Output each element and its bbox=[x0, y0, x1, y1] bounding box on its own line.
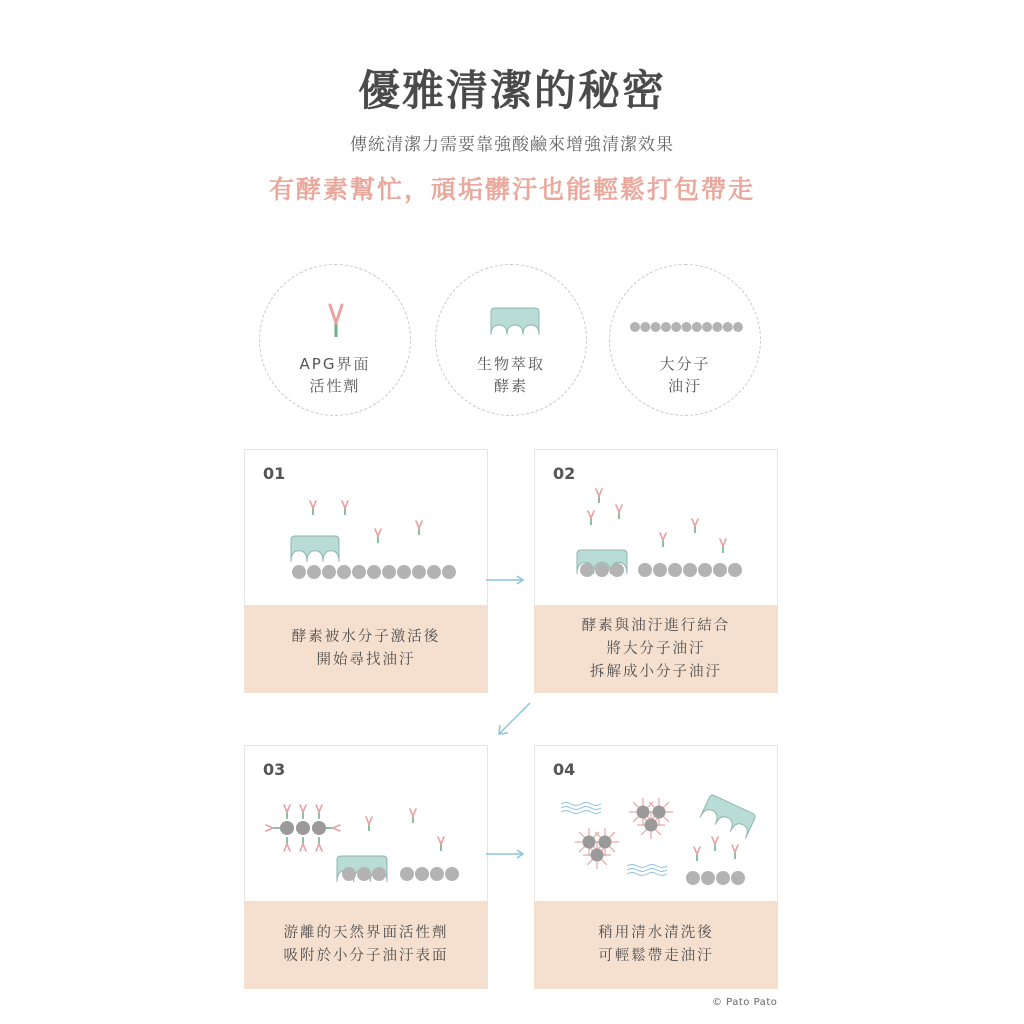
step-caption-02: 酵素與油汙進行結合 將大分子油汙 拆解成小分子油汙 bbox=[534, 605, 778, 693]
oil-molecule bbox=[653, 806, 666, 819]
surfactant-molecule bbox=[316, 805, 322, 819]
oil-molecule bbox=[337, 565, 351, 579]
oil-molecule bbox=[668, 563, 682, 577]
oil-molecule bbox=[382, 565, 396, 579]
oil-molecule bbox=[713, 563, 727, 577]
oil-molecule bbox=[599, 836, 612, 849]
surfactant-molecule bbox=[375, 529, 381, 543]
oil-molecule bbox=[312, 821, 326, 835]
oil-molecule bbox=[322, 565, 336, 579]
surfactant-molecule bbox=[300, 805, 306, 819]
oil-molecule bbox=[686, 871, 700, 885]
surfactant-molecule bbox=[326, 825, 340, 831]
step-panel-04 bbox=[534, 745, 778, 903]
oil-molecule bbox=[367, 565, 381, 579]
oil-molecule bbox=[610, 563, 624, 577]
surfactant-molecule bbox=[732, 845, 738, 859]
step-caption-01: 酵素被水分子激活後 開始尋找油汙 bbox=[244, 605, 488, 693]
surfactant-molecule bbox=[712, 837, 718, 851]
oil-molecule bbox=[591, 849, 604, 862]
oil-molecule bbox=[698, 563, 712, 577]
step-panel-03 bbox=[244, 745, 488, 903]
water-wave bbox=[627, 869, 667, 872]
oil-molecule bbox=[307, 565, 321, 579]
oil-molecule bbox=[372, 867, 386, 881]
legend-enzyme bbox=[435, 264, 587, 416]
step-02-illustration bbox=[535, 450, 779, 608]
arrow-right-icon bbox=[484, 846, 528, 862]
surfactant-molecule bbox=[366, 817, 372, 831]
oil-molecule bbox=[442, 565, 456, 579]
page-title: 優雅清潔的秘密 bbox=[357, 66, 666, 115]
surfactant-molecule bbox=[284, 805, 290, 819]
surfactant-molecule bbox=[416, 521, 422, 535]
oil-molecule bbox=[397, 565, 411, 579]
surfactant-molecule bbox=[342, 501, 348, 515]
surfactant-molecule bbox=[692, 519, 698, 533]
oil-molecule bbox=[692, 322, 702, 332]
step-panel-02 bbox=[534, 449, 778, 607]
oil-molecule bbox=[352, 565, 366, 579]
legend-oil bbox=[609, 264, 761, 416]
water-wave bbox=[561, 807, 601, 810]
step-01-illustration bbox=[245, 450, 489, 608]
oil-molecule bbox=[415, 867, 429, 881]
oil-molecule bbox=[640, 322, 650, 332]
oil-molecule bbox=[723, 322, 733, 332]
oil-molecule bbox=[728, 563, 742, 577]
oil-molecule bbox=[671, 322, 681, 332]
step-03-illustration bbox=[245, 746, 489, 904]
step-number: 03 bbox=[263, 760, 286, 779]
oil-molecule bbox=[637, 806, 650, 819]
legend-label: 大分子 油汙 bbox=[659, 355, 711, 395]
step-04-illustration bbox=[535, 746, 779, 904]
water-wave bbox=[561, 803, 601, 806]
surfactant-molecule bbox=[410, 809, 416, 823]
step-number: 01 bbox=[263, 464, 286, 483]
oil-molecule bbox=[630, 322, 640, 332]
oil-molecule bbox=[292, 565, 306, 579]
water-wave bbox=[627, 873, 667, 876]
oil-molecule bbox=[342, 867, 356, 881]
oil-molecule bbox=[645, 819, 658, 832]
surfactant-molecule bbox=[316, 837, 322, 851]
oil-molecule bbox=[661, 322, 671, 332]
enzyme-molecule bbox=[700, 794, 756, 839]
oil-molecule bbox=[712, 322, 722, 332]
surfactant-molecule bbox=[596, 489, 602, 503]
oil-molecule bbox=[430, 867, 444, 881]
step-panel-01 bbox=[244, 449, 488, 607]
arrow-right-icon bbox=[484, 572, 528, 588]
oil-molecule bbox=[701, 871, 715, 885]
step-caption-03: 游離的天然界面活性劑 吸附於小分子油汙表面 bbox=[244, 901, 488, 989]
oil-molecule bbox=[716, 871, 730, 885]
oil-molecule bbox=[653, 563, 667, 577]
surfactant-molecule bbox=[438, 837, 444, 851]
step-caption-04: 稍用清水清洗後 可輕鬆帶走油汙 bbox=[534, 901, 778, 989]
oil-molecule bbox=[296, 821, 310, 835]
water-wave bbox=[561, 811, 601, 814]
legend-label: 生物萃取 酵素 bbox=[476, 355, 545, 395]
oil-molecule bbox=[682, 322, 692, 332]
oil-molecule bbox=[280, 821, 294, 835]
oil-molecule bbox=[412, 565, 426, 579]
oil-molecule bbox=[427, 565, 441, 579]
highlight-text: 有酵素幫忙，頑垢髒汙也能輕鬆打包帶走 bbox=[268, 175, 755, 204]
oil-molecule bbox=[583, 836, 596, 849]
oil-molecule bbox=[638, 563, 652, 577]
oil-molecule bbox=[702, 322, 712, 332]
surfactant-molecule bbox=[720, 539, 726, 553]
oil-molecule bbox=[731, 871, 745, 885]
oil-molecule bbox=[683, 563, 697, 577]
legend-surfactant bbox=[259, 264, 411, 416]
credit-text: © Pato Pato bbox=[712, 997, 778, 1008]
surfactant-molecule bbox=[300, 837, 306, 851]
enzyme-molecule bbox=[291, 536, 339, 562]
surfactant-molecule bbox=[266, 825, 280, 831]
surfactant-molecule bbox=[284, 837, 290, 851]
oil-molecule bbox=[445, 867, 459, 881]
oil-molecule bbox=[357, 867, 371, 881]
oil-molecule bbox=[400, 867, 414, 881]
arrow-down-left-icon bbox=[494, 700, 534, 740]
step-number: 02 bbox=[553, 464, 576, 483]
water-wave bbox=[627, 865, 667, 868]
surfactant-molecule bbox=[588, 511, 594, 525]
page-subtitle: 傳統清潔力需要靠強酸鹼來增強清潔效果 bbox=[350, 135, 674, 155]
legend-label: APG界面 活性劑 bbox=[299, 355, 371, 395]
oil-molecule bbox=[580, 563, 594, 577]
surfactant-molecule bbox=[310, 501, 316, 515]
surfactant-molecule bbox=[694, 847, 700, 861]
surfactant-molecule bbox=[660, 533, 666, 547]
step-number: 04 bbox=[553, 760, 576, 779]
oil-molecule bbox=[595, 563, 609, 577]
oil-molecule bbox=[651, 322, 661, 332]
surfactant-molecule bbox=[616, 505, 622, 519]
oil-molecule bbox=[733, 322, 743, 332]
